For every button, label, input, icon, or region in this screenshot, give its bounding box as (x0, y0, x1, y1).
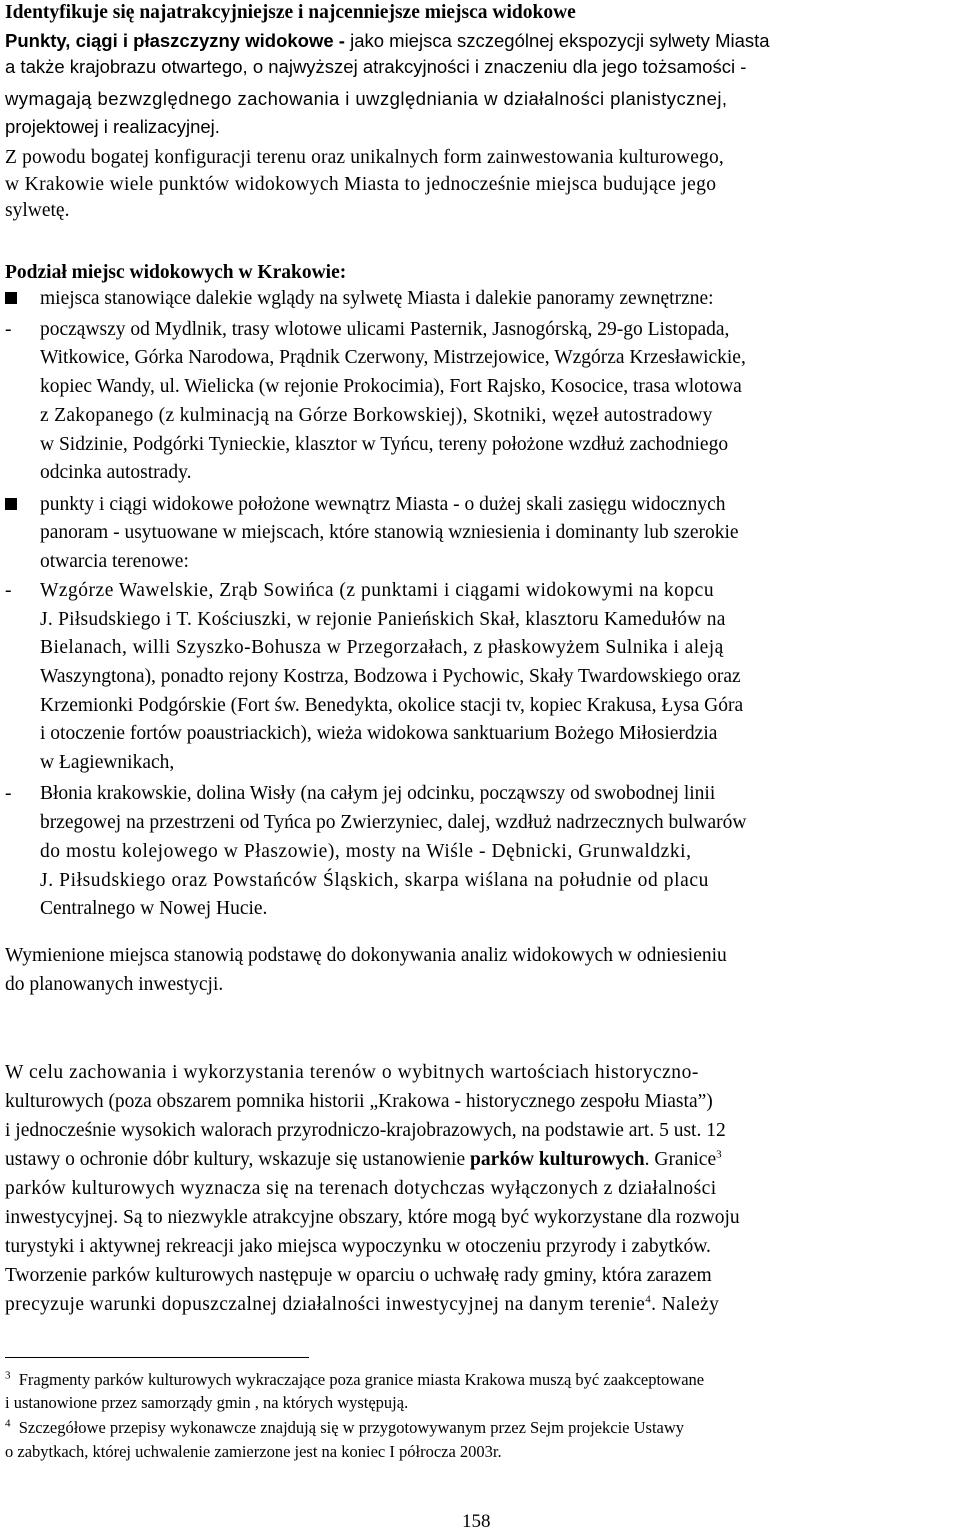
z-powodu-line-2: w Krakowie wiele punktów widokowych Miasta to jednocześnie miejsca budujące jego (5, 174, 717, 195)
wymienione-line-1: Wymienione miejsca stanowią podstawę do dokonywania analiz widokowych w odniesieniu (5, 945, 727, 966)
dash-2-line-3: Bielanach, willi Szyszko-Bohusza w Przegorzałach, z płaskowyżem Sulnika i aleją (40, 637, 724, 658)
bullet-square-icon (5, 292, 17, 304)
dash-3-line-4: J. Piłsudskiego oraz Powstańców Śląskich, skarpa wiślana na południe od placu (40, 870, 710, 891)
dash-marker: - (5, 783, 12, 804)
parki-line-2: kulturowych (poza obszarem pomnika historii „Krakowa - historycznego zespołu Miasta”) (5, 1091, 713, 1112)
dash-3-line-5: Centralnego w Nowej Hucie. (40, 898, 268, 919)
dash-1-line-4: z Zakopanego (z kulminacją na Górze Borkowskiej), Skotniki, węzeł autostradowy (40, 405, 713, 426)
podzial-heading: Podział miejsc widokowych w Krakowie: (5, 262, 347, 283)
footnote-4-line-2: o zabytkach, której uchwalenie zamierzone jest na koniec I półrocza 2003r. (5, 1442, 502, 1461)
page-number: 158 (462, 1511, 491, 1532)
dash-marker: - (5, 580, 12, 601)
footnote-4-line-1: $^4$ Szczegółowe przepisy wykonawcze znajdują się w przygotowywanym przez Sejm projekcie Ustawy (5, 1417, 685, 1437)
bullet-2-line-3: otwarcia terenowe: (40, 551, 189, 572)
parki-line-5: parków kulturowych wyznacza się na terenach dotychczas wyłączonych z działalności (5, 1178, 717, 1199)
parki-line-9: precyzuje warunki dopuszczalnej działalności inwestycyjnej na danym terenie$^4$. Należy (5, 1293, 720, 1315)
dash-1-line-5: w Sidzinie, Podgórki Tynieckie, klasztor w Tyńcu, tereny położone wzdłuż zachodniego (40, 434, 729, 455)
bullet-1-text: miejsca stanowiące dalekie wglądy na sylwetę Miasta i dalekie panoramy zewnętrzne: (40, 288, 714, 309)
dash-2-line-4: Waszyngtona), ponadto rejony Kostrza, Bodzowa i Pychowic, Skały Twardowskiego oraz (40, 666, 741, 687)
wymienione-line-2: do planowanych inwestycji. (5, 974, 224, 995)
dash-1-line-3: kopiec Wandy, ul. Wielicka (w rejonie Prokocimia), Fort Rajsko, Kosocice, trasa wlotowa (40, 376, 742, 397)
parki-line-6: inwestycyjnej. Są to niezwykle atrakcyjne obszary, które mogą być wykorzystane dla rozwoju (5, 1207, 740, 1228)
parki-line-3: i jednocześnie wysokich walorach przyrodniczo-krajobrazowych, na podstawie art. 5 ust. 12 (5, 1120, 726, 1141)
dash-3-line-3: do mostu kolejowego w Płaszowie), mosty na Wiśle - Dębnicki, Grunwaldzki, (40, 841, 692, 862)
bullet-2-line-1: punkty i ciągi widokowe położone wewnątrz Miasta - o dużej skali zasięgu widocznych (40, 494, 726, 515)
intro-line-3: wymagają bezwzględnego zachowania i uwzględniania w działalności planistycznej, (5, 88, 728, 109)
dash-marker: - (5, 319, 12, 340)
footnote-3-line-2: i ustanowione przez samorządy gmin , na których występują. (5, 1393, 409, 1412)
dash-1-line-6: odcinka autostrady. (40, 462, 192, 483)
parki-line-4: ustawy o ochronie dóbr kultury, wskazuje się ustanowienie parków kulturowych. Granice$^3$ (5, 1148, 722, 1170)
footnote-separator (5, 1357, 309, 1358)
dash-2-line-1: Wzgórze Wawelskie, Zrąb Sowińca (z punktami i ciągami widokowymi na kopcu (40, 580, 715, 601)
intro-line-2: a także krajobrazu otwartego, o najwyższej atrakcyjności i znaczeniu dla jego tożsamości - (5, 56, 747, 77)
bullet-2-line-2: panoram - usytuowane w miejscach, które stanowią wzniesienia i dominanty lub szerokie (40, 522, 739, 543)
dash-2-line-6: i otoczenie fortów poaustriackich), wieża widokowa sanktuarium Bożego Miłosierdzia (40, 723, 718, 744)
dash-2-line-7: w Łagiewnikach, (40, 752, 175, 773)
section-heading: Identyfikuje się najatrakcyjniejsze i najcenniejsze miejsca widokowe (5, 2, 576, 23)
intro-line-4: projektowej i realizacyjnej. (5, 116, 220, 137)
parki-line-7: turystyki i aktywnej rekreacji jako miejsca wypoczynku w otoczeniu przyrody i zabytków. (5, 1236, 711, 1257)
intro-line-1: Punkty, ciągi i płaszczyzny widokowe - jako miejsca szczególnej ekspozycji sylwety Miasta (5, 30, 770, 51)
dash-1-line-2: Witkowice, Górka Narodowa, Prądnik Czerwony, Mistrzejowice, Wzgórza Krzesławickie, (40, 347, 746, 368)
z-powodu-line-1: Z powodu bogatej konfiguracji terenu oraz unikalnych form zainwestowania kulturowego, (5, 147, 724, 168)
parki-line-8: Tworzenie parków kulturowych następuje w oparciu o uchwałę rady gminy, która zarazem (5, 1265, 712, 1286)
dash-1-line-1: począwszy od Mydlnik, trasy wlotowe ulicami Pasternik, Jasnogórską, 29-go Listopada, (40, 319, 730, 340)
dash-2-line-2: J. Piłsudskiego i T. Kościuszki, w rejonie Panieńskich Skał, klasztoru Kamedułów na (40, 609, 726, 630)
dash-3-line-1: Błonia krakowskie, dolina Wisły (na całym jej odcinku, począwszy od swobodnej linii (40, 783, 716, 804)
footnote-3-line-1: $^3$ Fragmenty parków kulturowych wykraczające poza granice miasta Krakowa muszą być zaakceptowane (5, 1369, 705, 1389)
dash-2-line-5: Krzemionki Podgórskie (Fort św. Benedykta, okolice stacji tv, kopiec Krakusa, Łysa Góra (40, 695, 744, 716)
parki-line-1: W celu zachowania i wykorzystania terenów o wybitnych wartościach historyczno- (5, 1062, 699, 1083)
dash-3-line-2: brzegowej na przestrzeni od Tyńca po Zwierzyniec, dalej, wzdłuż nadrzecznych bulwarów (40, 812, 747, 833)
z-powodu-line-3: sylwetę. (5, 200, 70, 221)
bullet-square-icon (5, 498, 17, 510)
